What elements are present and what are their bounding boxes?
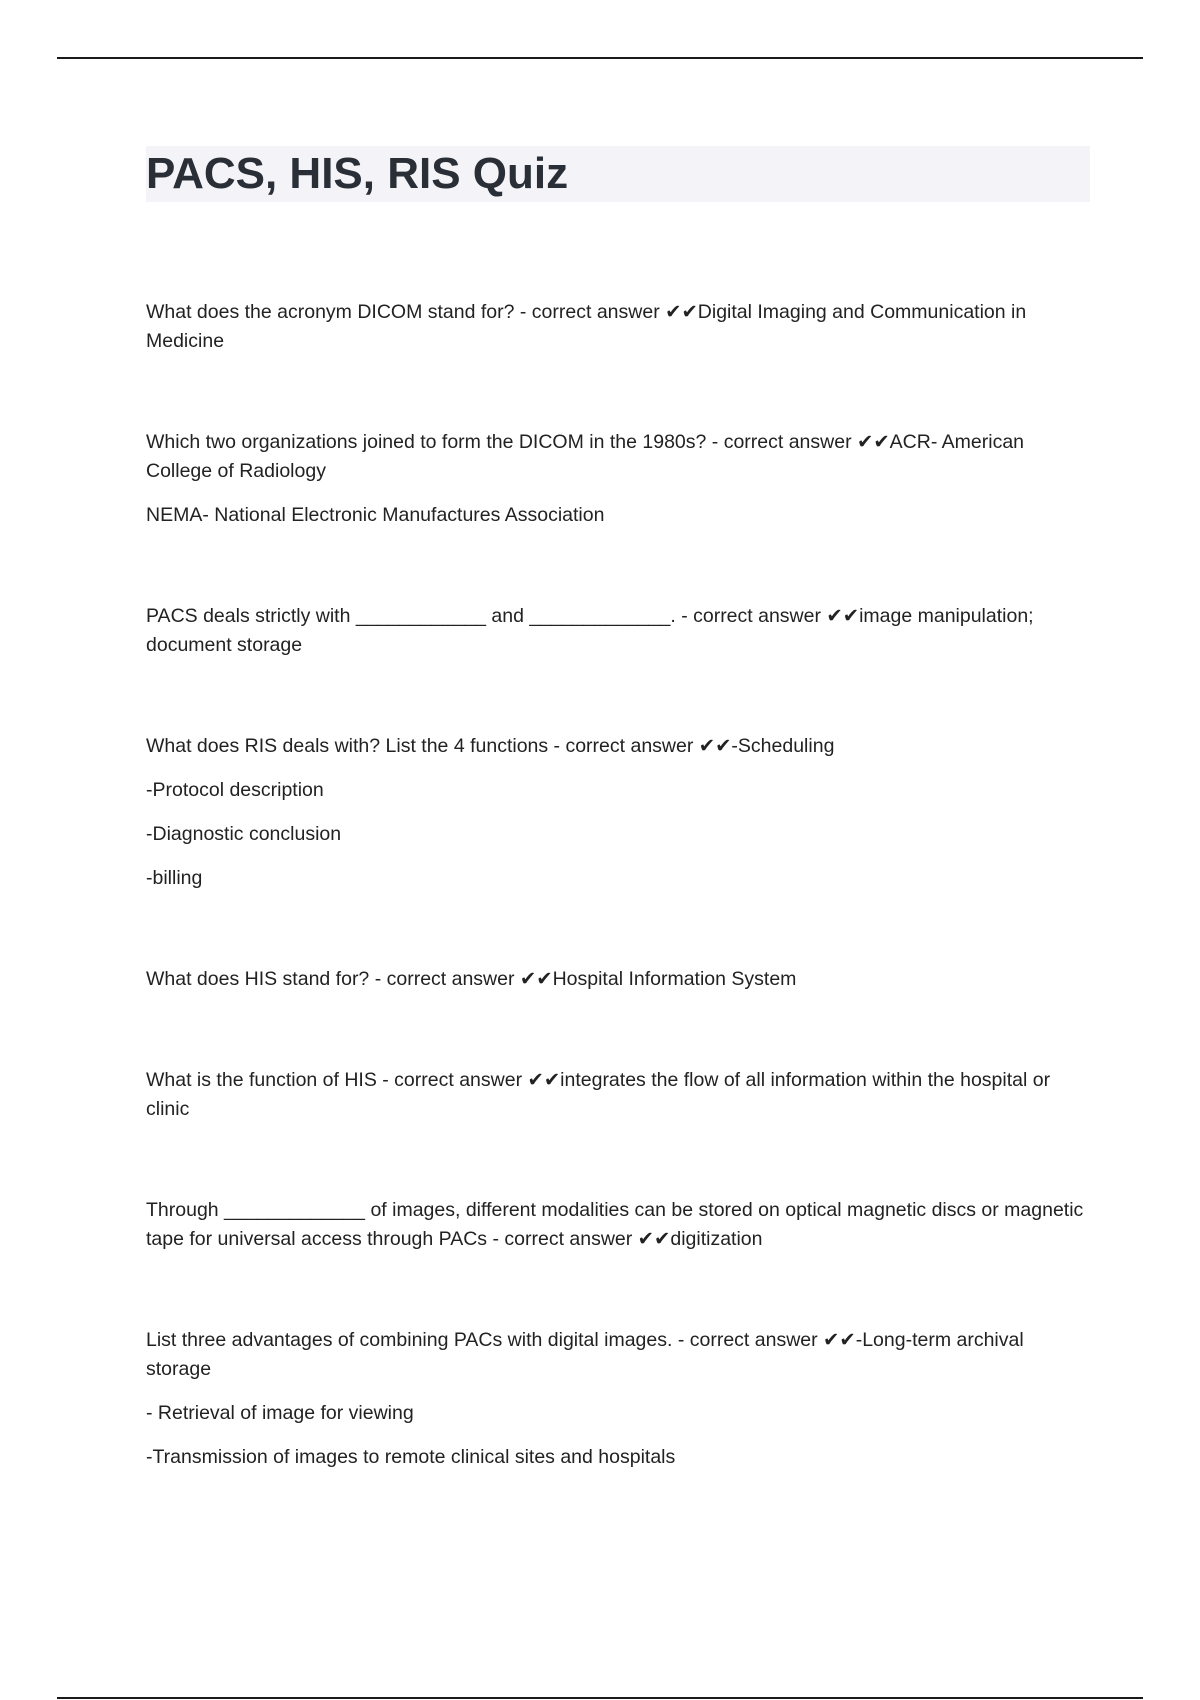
qa-line: NEMA- National Electronic Manufactures Association	[146, 504, 605, 526]
qa-item-digitization	[146, 1196, 1090, 1254]
title-bar	[146, 146, 1090, 202]
qa-line: - Retrieval of image for viewing	[146, 1402, 414, 1424]
qa-line: What does HIS stand for? - correct answer ✔✔Hospital Information System	[146, 968, 797, 990]
qa-line: What does the acronym DICOM stand for? - correct answer ✔✔Digital Imaging and Communication in Medicine	[146, 301, 1027, 352]
qa-item-pacs-deals	[146, 602, 1090, 660]
qa-line: What is the function of HIS - correct answer ✔✔integrates the flow of all information within the hospital or clinic	[146, 1069, 1051, 1120]
qa-line: What does RIS deals with? List the 4 functions - correct answer ✔✔-Scheduling	[146, 735, 835, 757]
qa-item-dicom-acronym	[146, 298, 1090, 356]
document-title: PACS, HIS, RIS Quiz	[146, 149, 569, 198]
qa-line: -billing	[146, 867, 203, 889]
document-body	[146, 146, 1090, 1544]
bottom-rule	[57, 1697, 1143, 1699]
qa-line: -Diagnostic conclusion	[146, 823, 342, 845]
qa-item-pacs-advantages	[146, 1326, 1090, 1472]
qa-item-his-stand	[146, 965, 1090, 994]
qa-line: Through _____________ of images, different modalities can be stored on optical magnetic discs or magnetic tape for universal access through PACs - correct answer ✔✔digitization	[146, 1199, 1084, 1250]
qa-item-his-function	[146, 1066, 1090, 1124]
qa-line: Which two organizations joined to form the DICOM in the 1980s? - correct answer ✔✔ACR- American College of Radiology	[146, 431, 1025, 482]
top-rule	[57, 57, 1143, 59]
qa-line: -Protocol description	[146, 779, 324, 801]
qa-line: PACS deals strictly with ____________ and _____________. - correct answer ✔✔image manipulation; document storage	[146, 605, 1034, 656]
qa-line: List three advantages of combining PACs with digital images. - correct answer ✔✔-Long-term archival storage	[146, 1329, 1024, 1380]
qa-line: -Transmission of images to remote clinical sites and hospitals	[146, 1446, 676, 1468]
qa-item-ris-functions	[146, 732, 1090, 893]
qa-item-dicom-organizations	[146, 428, 1090, 530]
